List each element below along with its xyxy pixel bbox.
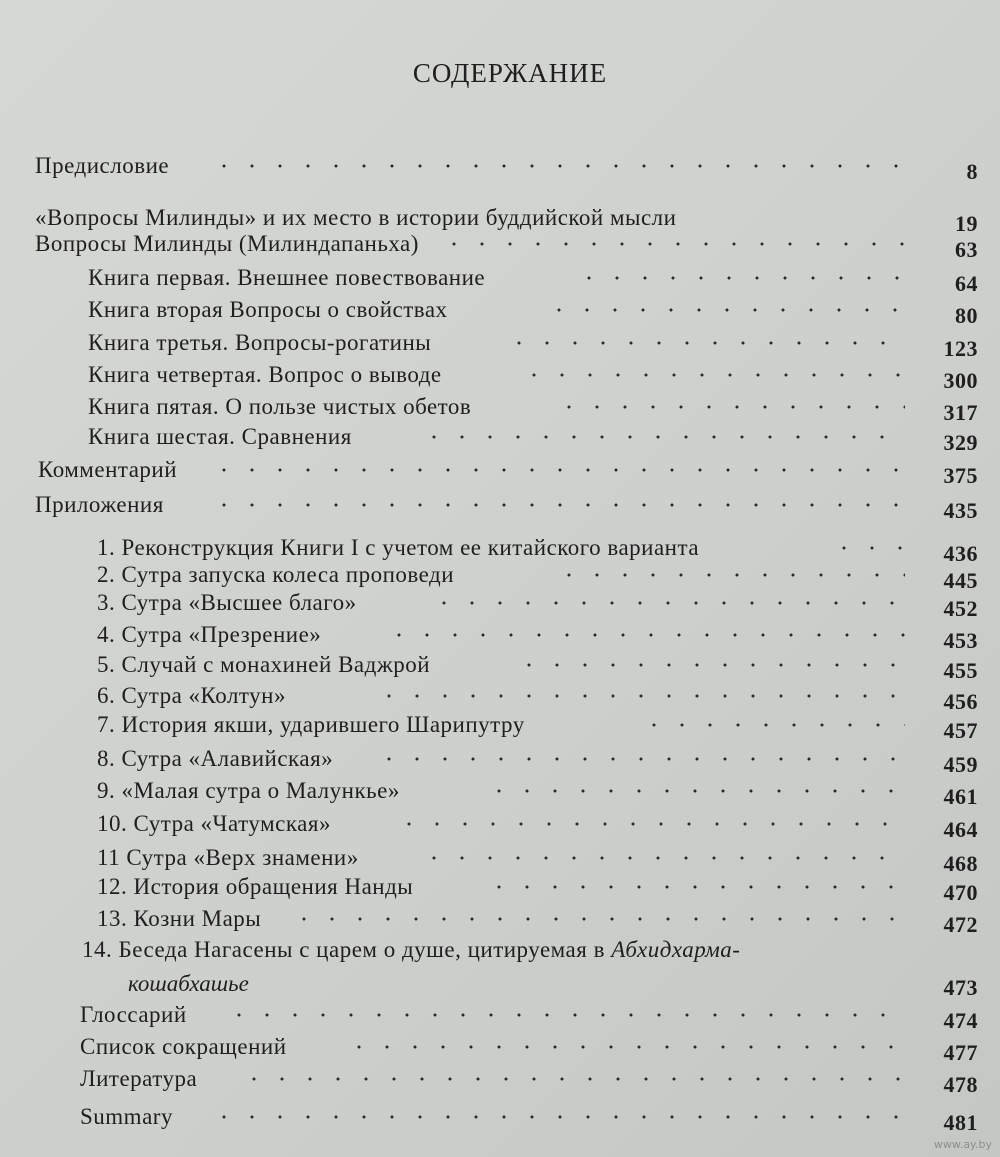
dot-leader — [210, 467, 905, 473]
toc-entry-label — [35, 153, 169, 179]
toc-entry — [0, 153, 1000, 185]
toc-page-number: 473 — [943, 975, 978, 1000]
dot-leader — [440, 241, 905, 247]
toc-page-number: 453 — [943, 628, 978, 653]
toc-entry-label — [80, 1002, 187, 1028]
toc-entry-label — [35, 492, 164, 518]
dot-leader — [555, 572, 905, 578]
dot-leader — [300, 981, 905, 987]
toc-page-number: 477 — [943, 1040, 978, 1065]
toc-entry-text: 1. Реконструкция Книги I с учетом ее китайского варианта — [97, 535, 700, 560]
toc-entry-label — [88, 394, 471, 420]
toc-entry-text: Книга первая. Внешнее повествование — [88, 265, 486, 290]
toc-entry — [0, 1104, 1000, 1136]
toc-entry-label — [88, 362, 442, 388]
toc-entry-label — [97, 683, 286, 709]
toc-page-number: 329 — [943, 430, 978, 455]
toc-page-number: 474 — [943, 1008, 978, 1033]
toc-page-number: 468 — [943, 851, 978, 876]
toc-entry-text: Литература — [80, 1066, 198, 1091]
toc-entry-label — [88, 265, 485, 291]
toc-entry — [0, 778, 1000, 810]
toc-page-number: 478 — [943, 1072, 978, 1097]
toc-entry — [0, 424, 1000, 456]
toc-page-number: 375 — [943, 463, 978, 488]
dot-leader — [520, 372, 905, 378]
toc-entry-text: Комментарий — [38, 457, 178, 482]
toc-entry — [0, 874, 1000, 906]
toc-entry — [0, 1002, 1000, 1034]
dot-leader — [210, 163, 905, 169]
toc-entry-label — [97, 712, 525, 738]
toc-entry-italic-text: Абхидхарма- — [611, 937, 741, 962]
toc-page-number: 456 — [943, 689, 978, 714]
toc-entry — [0, 330, 1000, 362]
toc-entry-text: 4. Сутра «Презрение» — [97, 622, 322, 647]
toc-entry-label — [97, 746, 333, 772]
toc-entry-text: 12. История обращения Нанды — [97, 874, 414, 899]
toc-page-number: 19 — [955, 211, 978, 236]
dot-leader — [240, 1076, 905, 1082]
toc-entry-label — [97, 811, 331, 837]
dot-leader — [575, 275, 905, 281]
dot-leader — [385, 632, 905, 638]
toc-entry — [0, 652, 1000, 684]
toc-entry-text: Книга пятая. О пользе чистых обетов — [88, 394, 472, 419]
toc-page-number: 8 — [966, 159, 978, 184]
toc-entry-label — [88, 424, 352, 450]
toc-page-number: 123 — [943, 336, 978, 361]
dot-leader — [420, 855, 905, 861]
toc-page-number: 300 — [943, 368, 978, 393]
toc-entry-label — [97, 874, 413, 900]
toc-entry-label — [38, 457, 177, 483]
dot-leader — [375, 693, 905, 699]
toc-entry — [0, 590, 1000, 622]
toc-entry-text: Список сокращений — [80, 1034, 287, 1059]
toc-page-number: 455 — [943, 658, 978, 683]
toc-entry-label — [80, 1034, 287, 1060]
toc-entry-text: 3. Сутра «Высшее благо» — [97, 590, 357, 615]
toc-page-number: 464 — [943, 817, 978, 842]
toc-entry — [0, 231, 1000, 263]
toc-entry-label — [35, 205, 676, 231]
toc-entry-text: Книга вторая Вопросы о свойствах — [88, 297, 448, 322]
dot-leader — [430, 600, 905, 606]
toc-entry — [0, 394, 1000, 426]
toc-entry-text: Книга шестая. Сравнения — [88, 424, 352, 449]
toc-entry — [0, 622, 1000, 654]
toc-entry-text: 2. Сутра запуска колеса проповеди — [97, 562, 455, 587]
toc-entry — [0, 712, 1000, 744]
toc-page-number: 459 — [943, 752, 978, 777]
toc-entry-label — [97, 590, 357, 616]
toc-entry — [0, 457, 1000, 489]
toc-page-number: 317 — [943, 400, 978, 425]
toc-entry-text: Приложения — [35, 492, 164, 517]
dot-leader — [555, 404, 905, 410]
toc-entry-text: 11 Сутра «Верх знамени» — [97, 845, 359, 870]
dot-leader — [375, 756, 905, 762]
dot-leader — [210, 1114, 905, 1120]
dot-leader — [485, 884, 905, 890]
toc-entry-text: 6. Сутра «Колтун» — [97, 683, 286, 708]
toc-entry-text: Summary — [80, 1104, 173, 1129]
toc-entry — [0, 683, 1000, 715]
toc-entry-label — [88, 297, 448, 323]
toc-entry-label — [97, 906, 261, 932]
toc-entry-text: 10. Сутра «Чатумская» — [97, 811, 331, 836]
toc-entry-label — [97, 652, 430, 678]
toc-entry — [0, 811, 1000, 843]
toc-entry-text: Глоссарий — [80, 1002, 187, 1027]
dot-leader — [640, 722, 905, 728]
dot-leader — [210, 502, 905, 508]
watermark: www.ay.by — [933, 1138, 992, 1151]
toc-entry — [0, 1034, 1000, 1066]
toc-entry-label — [82, 937, 740, 963]
toc-page-number: 470 — [943, 880, 978, 905]
toc-entry-label — [97, 535, 699, 561]
toc-entry-text: 13. Козни Мары — [97, 906, 262, 931]
toc-entry-label — [97, 562, 454, 588]
toc-entry — [0, 492, 1000, 524]
toc-entry — [0, 297, 1000, 329]
toc-entry-text: Вопросы Милинды (Милиндапаньха) — [35, 231, 419, 256]
dot-leader — [485, 788, 905, 794]
toc-entry-text: «Вопросы Милинды» и их место в истории буддийской мысли — [35, 205, 677, 230]
toc-entry-text: Предисловие — [35, 153, 170, 178]
page-title: СОДЕРЖАНИЕ — [412, 58, 608, 88]
toc-entry — [0, 265, 1000, 297]
toc-entry-text: Книга третья. Вопросы-рогатины — [88, 330, 432, 355]
toc-page-number: 63 — [955, 237, 978, 262]
toc-entry-label — [80, 1104, 173, 1130]
toc-page-number: 80 — [955, 303, 978, 328]
toc-entry-continuation: кошабхашье — [128, 971, 249, 996]
toc-page-number: 461 — [943, 784, 978, 809]
toc-page-number: 472 — [943, 912, 978, 937]
dot-leader — [830, 545, 905, 551]
toc-entry-text: 5. Случай с монахиней Ваджрой — [97, 652, 431, 677]
dot-leader — [545, 307, 905, 313]
toc-entry-label — [97, 845, 359, 871]
toc-entry — [0, 362, 1000, 394]
toc-page-number: 452 — [943, 596, 978, 621]
toc-entry — [0, 845, 1000, 877]
toc-page-number: 436 — [943, 541, 978, 566]
toc-entry-text: 14. Беседа Нагасены с царем о душе, цитируемая в — [82, 937, 612, 962]
toc-page-number: 64 — [955, 271, 978, 296]
dot-leader — [515, 662, 905, 668]
toc-page-number: 481 — [943, 1110, 978, 1135]
toc-entry-label — [88, 330, 431, 356]
toc-entry — [0, 1066, 1000, 1098]
toc-entry-label — [80, 1066, 197, 1092]
dot-leader — [290, 916, 905, 922]
toc-entry-label — [97, 778, 400, 804]
toc-page-number: 445 — [943, 568, 978, 593]
toc-entry-text: 7. История якши, ударившего Шарипутру — [97, 712, 525, 737]
toc-entry — [0, 746, 1000, 778]
dot-leader — [395, 821, 905, 827]
toc-entry-label — [97, 622, 321, 648]
dot-leader — [225, 1012, 905, 1018]
dot-leader — [420, 434, 905, 440]
toc-page-number: 457 — [943, 718, 978, 743]
dot-leader — [505, 340, 905, 346]
dot-leader — [345, 1044, 905, 1050]
toc-entry-label — [35, 231, 419, 257]
toc-entry — [0, 906, 1000, 938]
toc-page-number: 435 — [943, 498, 978, 523]
toc-entry-text: 8. Сутра «Алавийская» — [97, 746, 334, 771]
toc-entry-text: Книга четвертая. Вопрос о выводе — [88, 362, 442, 387]
toc-entry-text: 9. «Малая сутра о Малункье» — [97, 778, 400, 803]
